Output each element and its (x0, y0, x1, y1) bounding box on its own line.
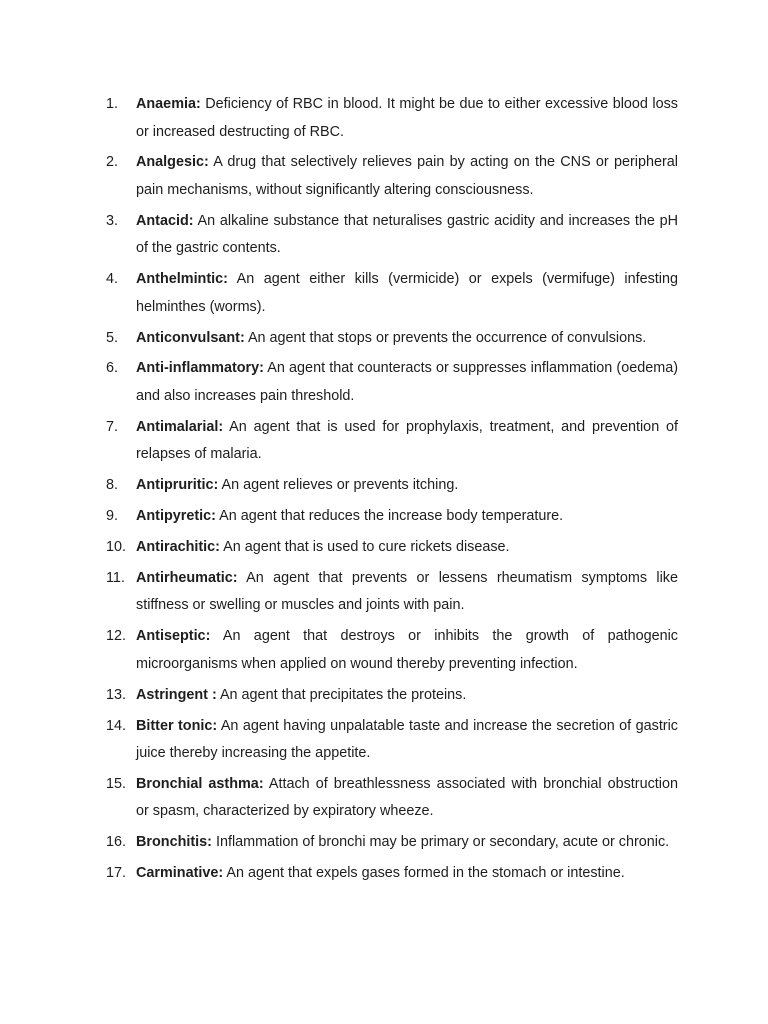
item-number: 14. (106, 717, 127, 734)
item-term: Anaemia: (136, 96, 201, 112)
item-definition: Inflammation of bronchi may be primary or secondary, acute or chronic. (211, 834, 670, 851)
item-definition: An agent that stops or prevents the occurrence of convulsions. (244, 329, 647, 346)
item-term: Antipruritic: (136, 477, 219, 494)
item-number: 8. (106, 477, 119, 494)
item-number: 2. (106, 154, 119, 171)
list-item (106, 682, 678, 710)
item-definition: An agent that is used for prophylaxis, treatment, and prevention of relapses of malaria. (136, 418, 678, 463)
item-number: 10. (106, 539, 127, 556)
item-term: Bronchial asthma: (136, 775, 264, 792)
item-term: Anticonvulsant: (136, 329, 245, 346)
item-definition: An agent that reduces the increase body temperature. (215, 508, 564, 525)
item-definition: An agent either kills (vermicide) or expels (vermifuge) infesting helminthes (worms). (136, 271, 678, 315)
item-number: 7. (106, 418, 119, 435)
item-term: Antacid: (136, 212, 194, 229)
list-item (106, 472, 678, 500)
item-number: 6. (106, 360, 119, 377)
item-number: 17. (106, 865, 127, 882)
item-number: 15. (106, 775, 127, 792)
item-definition: A drug that selectively relieves pain by acting on the CNS or peripheral pain mechanisms, without significantly altering consciousness. (136, 154, 678, 198)
glossary-list (106, 91, 678, 891)
item-number: 16. (106, 834, 127, 851)
item-definition: An agent that prevents or lessens rheumatism symptoms like stiffness or swelling or muscles and joints with pain. (136, 569, 678, 614)
item-number: 5. (106, 329, 119, 346)
item-term: Astringent : (136, 686, 217, 703)
item-definition: Deficiency of RBC in blood. It might be due to either excessive blood loss or increased destructing of RBC. (136, 96, 678, 140)
item-term: Anti-inflammatory: (136, 360, 264, 377)
list-item (106, 860, 678, 888)
item-definition: An agent that is used to cure rickets disease. (219, 539, 510, 556)
item-number: 3. (106, 212, 119, 229)
list-item (106, 503, 678, 531)
item-definition: An agent that counteracts or suppresses inflammation (oedema) and also increases pain threshold. (136, 360, 678, 404)
item-term: Antipyretic: (136, 508, 216, 525)
item-term: Antimalarial: (136, 418, 224, 435)
item-number: 4. (106, 271, 119, 288)
list-item (106, 414, 678, 469)
list-item (106, 266, 678, 321)
list-item (106, 208, 678, 263)
list-item (106, 829, 678, 857)
list-item (106, 325, 678, 353)
list-item (106, 91, 678, 146)
item-number: 9. (106, 508, 119, 525)
item-term: Bronchitis: (136, 834, 212, 851)
list-item (106, 149, 678, 204)
item-term: Carminative: (136, 865, 224, 882)
list-item (106, 355, 678, 410)
item-term: Anthelmintic: (136, 271, 228, 288)
item-definition: An agent that expels gases formed in the stomach or intestine. (223, 865, 625, 882)
item-definition: An agent that precipitates the proteins. (216, 686, 467, 703)
list-item (106, 771, 678, 826)
list-item (106, 713, 678, 768)
item-term: Antirheumatic: (136, 569, 238, 586)
item-number: 12. (106, 628, 127, 645)
item-number: 13. (106, 686, 127, 703)
item-definition: Attach of breathlessness associated with bronchial obstruction or spasm, characterized by expiratory wheeze. (136, 775, 678, 820)
list-item (106, 565, 678, 620)
list-item (106, 623, 678, 678)
item-definition: An alkaline substance that neturalises gastric acidity and increases the pH of the gastric contents. (136, 212, 678, 257)
item-definition: An agent relieves or prevents itching. (218, 477, 459, 494)
item-term: Analgesic: (136, 154, 209, 171)
item-term: Antirachitic: (136, 539, 220, 556)
item-number: 1. (106, 96, 119, 112)
item-term: Antiseptic: (136, 628, 211, 645)
list-item (106, 534, 678, 562)
item-number: 11. (106, 569, 125, 586)
item-definition: An agent that destroys or inhibits the growth of pathogenic microorganisms when applied on wound thereby preventing infection. (136, 628, 678, 672)
item-definition: An agent having unpalatable taste and increase the secretion of gastric juice thereby increasing the appetite. (136, 717, 678, 762)
item-term: Bitter tonic: (136, 717, 218, 734)
